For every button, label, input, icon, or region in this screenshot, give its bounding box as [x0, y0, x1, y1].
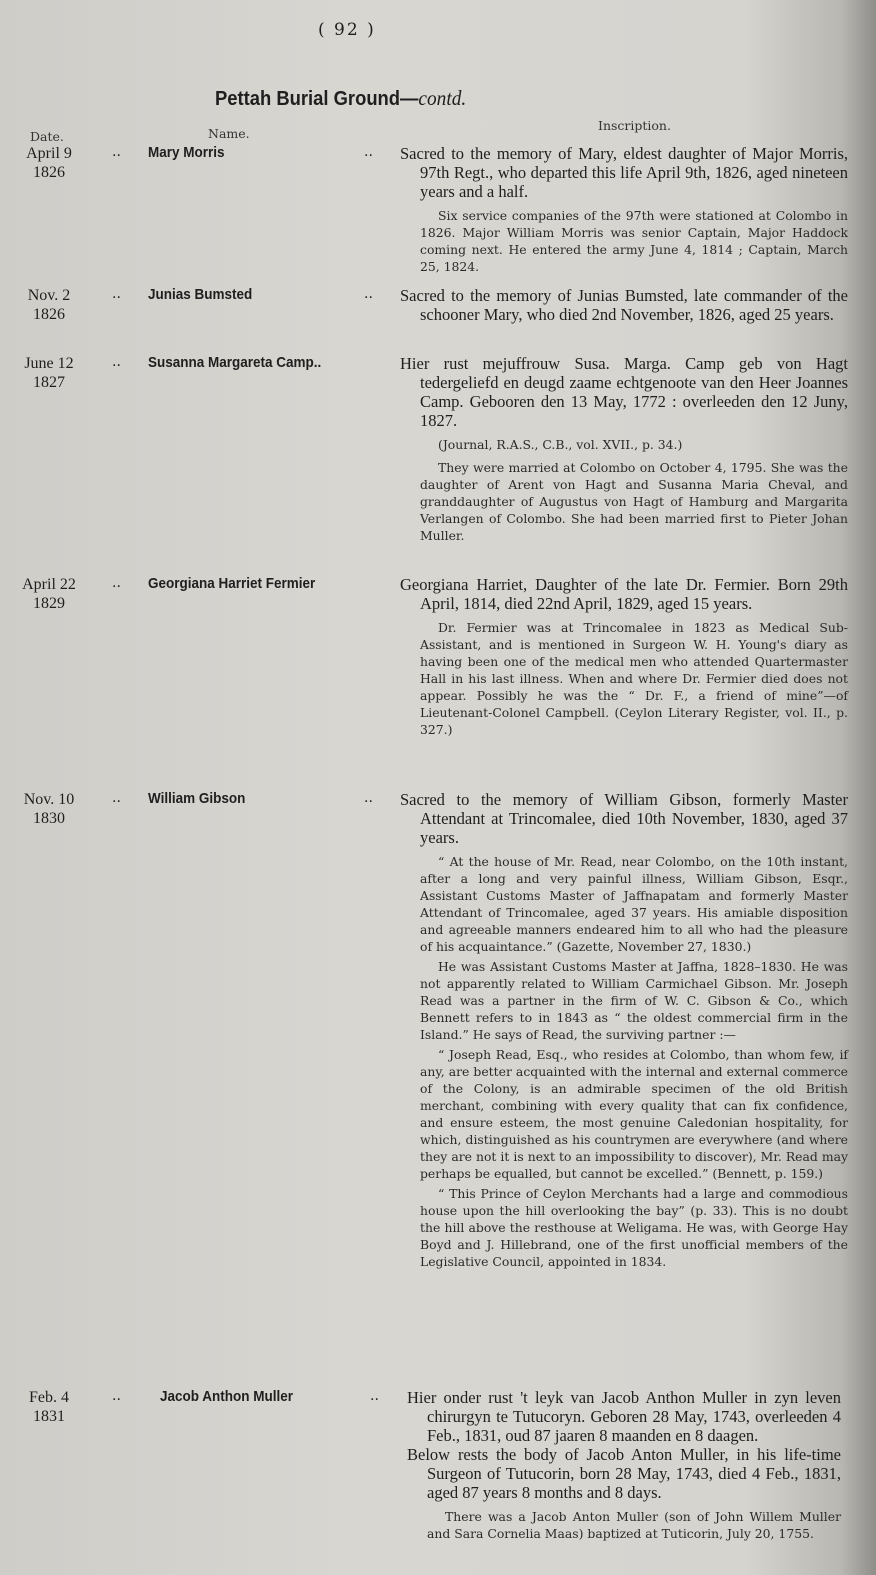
entry-day: April 9	[26, 145, 72, 162]
entry-year: 1826	[33, 164, 65, 181]
leader-dots: ..	[364, 286, 373, 302]
entry-name: Mary Morris	[148, 144, 225, 161]
entry-date	[14, 144, 84, 182]
column-header-inscription: Inscription.	[598, 118, 671, 133]
entry-date	[14, 354, 84, 392]
entry-day: April 22	[22, 576, 76, 593]
entry-year: 1827	[33, 374, 65, 391]
gazette-quote: “ At the house of Mr. Read, near Colombo, on the 10th instant, after a long and very painful illness, William Gibson, Esqr., Assistant Customs Master of Jaffnapatam and formerly Master Attendant of Trincomalee, aged 37 years. His amiable disposition and agreeable manners endeared him to all who had the pleasure of his acquaintance.” (Gazette, November 27, 1830.)	[420, 854, 848, 954]
entry-name: Georgiana Harriet Fermier	[148, 575, 316, 592]
leader-dots: ..	[112, 575, 121, 591]
entry-year: 1826	[33, 306, 65, 323]
leader-dots: ..	[112, 286, 121, 302]
section-title-main: Pettah Burial Ground—	[215, 88, 419, 110]
leader-dots: ..	[364, 144, 373, 160]
entry-date	[14, 575, 84, 613]
inscription-text: Hier rust mejuffrouw Susa. Marga. Camp geb von Hagt tedergeliefd en deugd zaame echtgenoote van den Heer Joannes Camp. Gebooren den 13 May, 1772 : overleeden den 12 Juny, 1827.	[400, 354, 848, 430]
inscription-text: Sacred to the memory of William Gibson, formerly Master Attendant at Trincomalee, died 10th November, 1830, aged 37 years.	[400, 790, 848, 847]
entry-day: Nov. 2	[27, 287, 71, 304]
entry-year: 1830	[33, 810, 65, 827]
entry-day: Nov. 10	[23, 791, 75, 808]
column-header-date: Date.	[30, 129, 64, 144]
annotation-note: Dr. Fermier was at Trincomalee in 1823 as Medical Sub-Assistant, and is mentioned in Surgeon W. H. Young's diary as having been one of the medical men who attended Quartermaster Hall in his last illness. When and where Dr. Fermier died does not appear. Possibly he was the “ Dr. F., a friend of mine”—of Lieutenant-Colonel Campbell. (Ceylon Literary Register, vol. II., p. 327.)	[420, 620, 848, 737]
entry-date	[14, 1388, 84, 1426]
leader-dots: ..	[364, 790, 373, 806]
entry-name: William Gibson	[148, 790, 246, 807]
leader-dots: ..	[112, 144, 121, 160]
leader-dots: ..	[112, 1388, 121, 1404]
entry-year: 1831	[33, 1408, 65, 1425]
inscription-text: Hier onder rust 't leyk van Jacob Anthon Muller in zyn leven chirurgyn te Tutucoryn. Geboren 28 May, 1743, overleeden 4 Feb., 1831, oud 87 jaaren 8 maanden en 8 daagen.	[407, 1388, 841, 1445]
leader-dots: ..	[112, 790, 121, 806]
entry-name: Susanna Margareta Camp..	[148, 354, 322, 371]
section-title	[215, 86, 466, 111]
section-title-contd: contd.	[418, 86, 467, 110]
inscription-translation: Below rests the body of Jacob Anton Muller, in his life-time Surgeon of Tutucorin, born 28 May, 1743, died 4 Feb., 1831, aged 87 years 8 months and 8 days.	[407, 1445, 841, 1502]
entry-date	[14, 790, 84, 828]
annotation-note: Six service companies of the 97th were stationed at Colombo in 1826. Major William Morris was senior Captain, Major Haddock coming next. He entered the army June 4, 1814 ; Captain, March 25, 1824.	[420, 208, 848, 274]
column-header-name: Name.	[208, 126, 250, 141]
entry-year: 1829	[33, 595, 65, 612]
citation-note: (Journal, R.A.S., C.B., vol. XVII., p. 34.)	[438, 437, 683, 452]
annotation-note: There was a Jacob Anton Muller (son of John Willem Muller and Sara Cornelia Maas) baptized at Tuticorin, July 20, 1755.	[427, 1509, 841, 1541]
annotation-note: He was Assistant Customs Master at Jaffna, 1828–1830. He was not apparently related to William Carmichael Gibson. Mr. Joseph Read was a partner in the firm of W. C. Gibson & Co., which Bennett refers to in 1843 as “ the oldest commercial firm in the Island.” He says of Read, the surviving partner :—	[420, 959, 848, 1042]
inscription-text: Sacred to the memory of Mary, eldest daughter of Major Morris, 97th Regt., who departed this life April 9th, 1826, aged nineteen years and a half.	[400, 144, 848, 201]
entry-name: Jacob Anthon Muller	[160, 1388, 294, 1405]
leader-dots: ..	[112, 354, 121, 370]
entry-day: Feb. 4	[29, 1389, 69, 1406]
inscription-text: Sacred to the memory of Junias Bumsted, late commander of the schooner Mary, who died 2nd November, 1826, aged 25 years.	[400, 286, 848, 324]
annotation-note: “ This Prince of Ceylon Merchants had a large and commodious house upon the hill overlooking the bay” (p. 33). This is no doubt the hill above the resthouse at Weligama. He was, with George Hay Boyd and J. Hillebrand, one of the first unofficial members of the Legislative Council, appointed in 1834.	[420, 1186, 848, 1269]
entry-date	[14, 286, 84, 324]
entry-name: Junias Bumsted	[148, 286, 253, 303]
entry-day: June 12	[24, 355, 74, 372]
page-number: ( 92 )	[318, 20, 376, 40]
inscription-text: Georgiana Harriet, Daughter of the late Dr. Fermier. Born 29th April, 1814, died 22nd April, 1829, aged 15 years.	[400, 575, 848, 613]
annotation-note: They were married at Colombo on October 4, 1795. She was the daughter of Arent von Hagt and Susanna Maria Cheval, and granddaughter of Augustus von Hagt of Hamburg and Margarita Verlangen of Colombo. She had been married first to Pieter Johan Muller.	[420, 460, 848, 543]
leader-dots: ..	[370, 1388, 379, 1404]
bennett-quote: “ Joseph Read, Esq., who resides at Colombo, than whom few, if any, are better acquainted with the internal and external commerce of the Colony, is an admirable specimen of the old British merchant, combining with every quality that can fix confidence, and ensure esteem, the most genuine Caledonian hospitality, for which, distinguished as his countrymen are everywhere (and where they are not it is next to an impossibility to discover), Mr. Read may perhaps be equalled, but cannot be excelled.” (Bennett, p. 159.)	[420, 1047, 848, 1181]
